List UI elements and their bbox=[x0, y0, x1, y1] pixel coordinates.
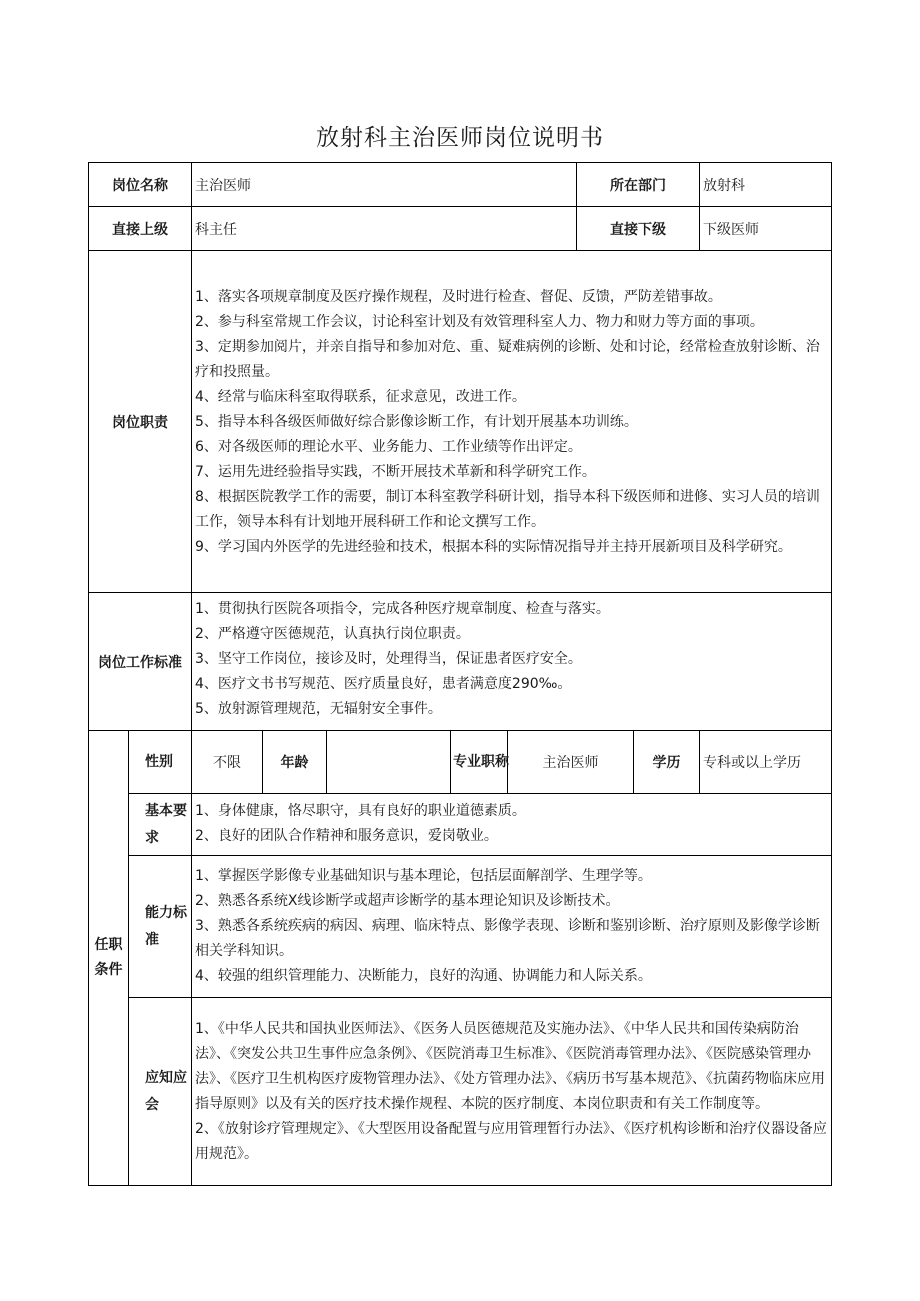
duties-list bbox=[192, 251, 832, 593]
list-item: 3、坚守工作岗位，接诊及时，处理得当，保证患者医疗安全。 bbox=[195, 651, 582, 667]
standards-list bbox=[192, 593, 832, 731]
list-item: 1、落实各项规章制度及医疗操作规程，及时进行检查、督促、反馈，严防差错事故。 bbox=[195, 289, 722, 305]
qualifications-label: 任职条件 bbox=[89, 731, 129, 1186]
job-name-label: 岗位名称 bbox=[89, 163, 192, 207]
list-item: 4、医疗文书书写规范、医疗质量良好，患者满意度290‰。 bbox=[195, 676, 572, 692]
list-item: 1、贯彻执行医院各项指令，完成各种医疗规章制度、检查与落实。 bbox=[195, 601, 610, 617]
list-item: 4、较强的组织管理能力、决断能力，良好的沟通、协调能力和人际关系。 bbox=[195, 968, 652, 984]
list-item: 1、掌握医学影像专业基础知识与基本理论，包括层面解剖学、生理学等。 bbox=[195, 868, 652, 884]
department-value: 放射科 bbox=[700, 163, 832, 207]
list-item: 8、根据医院教学工作的需要，制订本科室教学科研计划，指导本科下级医师和进修、实习人员的培训工作，领导本科有计划地开展科研工作和论文撰写工作。 bbox=[195, 489, 820, 530]
basic-req-label: 基本要求 bbox=[129, 794, 192, 856]
knowledge-list bbox=[192, 998, 832, 1186]
job-description-table bbox=[88, 162, 832, 1186]
direct-subordinate-label: 直接下级 bbox=[577, 207, 700, 251]
direct-superior-label: 直接上级 bbox=[89, 207, 192, 251]
list-item: 3、熟悉各系统疾病的病因、病理、临床特点、影像学表现、诊断和鉴别诊断、治疗原则及影像学诊断相关学科知识。 bbox=[195, 918, 820, 959]
list-item: 5、指导本科各级医师做好综合影像诊断工作，有计划开展基本功训练。 bbox=[195, 414, 638, 430]
row-superior bbox=[89, 207, 832, 251]
direct-subordinate-value: 下级医师 bbox=[700, 207, 832, 251]
list-item: 2、参与科室常规工作会议，讨论科室计划及有效管理科室人力、物力和财力等方面的事项。 bbox=[195, 314, 764, 330]
page-title: 放射科主治医师岗位说明书 bbox=[316, 125, 604, 151]
knowledge-label: 应知应会 bbox=[129, 998, 192, 1186]
gender-value: 不限 bbox=[192, 731, 263, 794]
gender-label: 性别 bbox=[129, 731, 192, 794]
age-value bbox=[327, 731, 451, 794]
direct-superior-value: 科主任 bbox=[192, 207, 577, 251]
list-item: 2、熟悉各系统X线诊断学或超声诊断学的基本理论知识及诊断技术。 bbox=[195, 893, 620, 909]
department-label: 所在部门 bbox=[577, 163, 700, 207]
row-standards bbox=[89, 593, 832, 731]
list-item: 3、定期参加阅片，并亲自指导和参加对危、重、疑难病例的诊断、处和讨论，经常检查放射诊断、治疗和投照量。 bbox=[195, 339, 820, 380]
list-item: 7、运用先进经验指导实践，不断开展技术革新和科学研究工作。 bbox=[195, 464, 596, 480]
list-item: 5、放射源管理规范，无辐射安全事件。 bbox=[195, 701, 442, 717]
list-item: 9、学习国内外医学的先进经验和技术，根据本科的实际情况指导并主持开展新项目及科学研究。 bbox=[195, 539, 792, 555]
professional-title-value: 主治医师 bbox=[508, 731, 634, 794]
age-label: 年龄 bbox=[263, 731, 327, 794]
ability-label: 能力标准 bbox=[129, 856, 192, 998]
row-ability bbox=[89, 856, 832, 998]
job-name-value: 主治医师 bbox=[192, 163, 577, 207]
ability-list bbox=[192, 856, 832, 998]
duties-label: 岗位职责 bbox=[89, 251, 192, 593]
list-item: 1、身体健康，恪尽职守，具有良好的职业道德素质。 bbox=[195, 802, 526, 819]
list-item: 2、《放射诊疗管理规定》、《大型医用设备配置与应用管理暂行办法》、《医疗机构诊断和治疗仪器设备应用规范》。 bbox=[195, 1120, 827, 1162]
list-item: 4、经常与临床科室取得联系，征求意见，改进工作。 bbox=[195, 389, 526, 405]
list-item: 1、《中华人民共和国执业医师法》、《医务人员医德规范及实施办法》、《中华人民共和国传染病防治法》、《突发公共卫生事件应急条例》、《医院消毒卫生标准》、《医院消毒管理办法》、《医院感染管理办法》、《医疗卫生机构医疗废物管理办法》、《处方管理办法》、《病历书写基本规范》、《抗菌药物临床应用指导原则》以及有关的医疗技术操作规程、本院的医疗制度、本岗位职责和有关工作制度等。 bbox=[195, 1020, 825, 1112]
standards-label: 岗位工作标准 bbox=[89, 593, 192, 731]
education-value: 专科或以上学历 bbox=[700, 731, 832, 794]
row-basic-req bbox=[89, 794, 832, 856]
row-knowledge bbox=[89, 998, 832, 1186]
row-job-name bbox=[89, 163, 832, 207]
basic-req-list bbox=[192, 794, 832, 856]
list-item: 2、良好的团队合作精神和服务意识，爱岗敬业。 bbox=[195, 827, 498, 844]
list-item: 2、严格遵守医德规范，认真执行岗位职责。 bbox=[195, 626, 470, 642]
professional-title-label: 专业职称 bbox=[451, 731, 508, 794]
row-duties bbox=[89, 251, 832, 593]
education-label: 学历 bbox=[634, 731, 700, 794]
row-basic-info bbox=[89, 731, 832, 794]
list-item: 6、对各级医师的理论水平、业务能力、工作业绩等作出评定。 bbox=[195, 439, 582, 455]
